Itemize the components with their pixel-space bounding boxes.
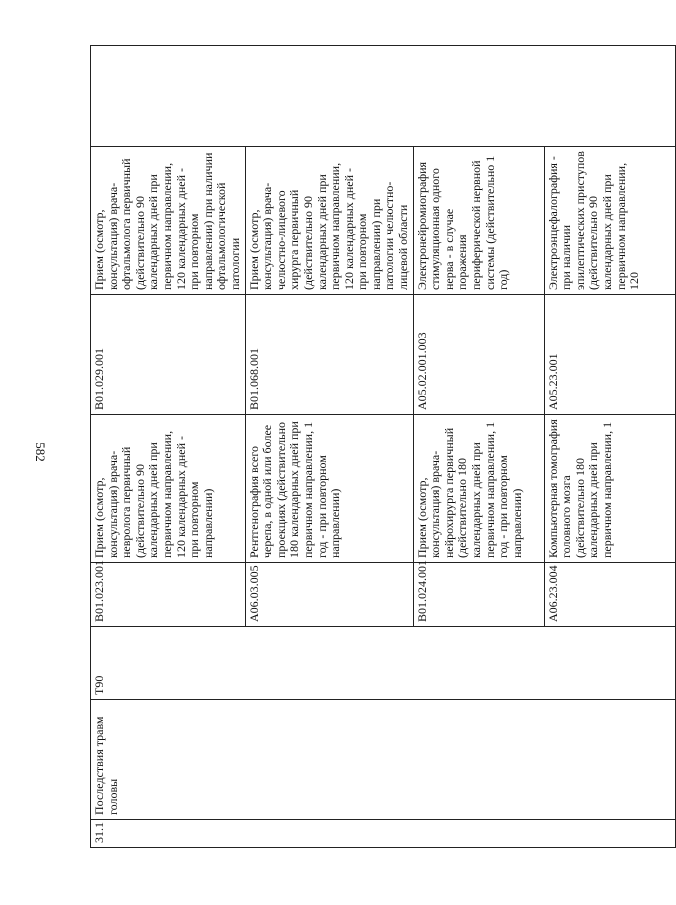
service-code-cell: A05.23.001 [544, 295, 675, 415]
service-code-cell: B01.029.001 [91, 295, 246, 415]
service-code-cell: A06.23.004 [544, 563, 675, 627]
service-description-cell: Прием (осмотр, консультация) врача-невролога первичный (действительно 90 календарных дней при первичном направлении, 120 календарных дней - при повторном направлении) [91, 415, 246, 563]
icd-code-cell: T90 [91, 627, 676, 700]
service-code-cell: B01.024.001 [413, 563, 544, 627]
page-number: 582 [33, 442, 48, 462]
condition-cell: Последствия травм головы [91, 700, 676, 820]
service-description-cell: Прием (осмотр, консультация) врача-нейрохирурга первичный (действительно 180 календарных дней при первичном направлении, 1 год - при повторном направлении) [413, 415, 544, 563]
service-code-cell: A06.03.005 [245, 563, 413, 627]
services-table [90, 45, 676, 848]
service-description-cell: Прием (осмотр, консультация) врача-офтальмолога первичный (действительно 90 календарных дней при первичном направлении, 120 календарных дней - при повторном направлении) при наличии офтальмологической патологии [91, 147, 246, 295]
table-row [91, 46, 246, 848]
service-description-cell: Компьютерная томография головного мозга (действительно 180 календарных дней при первичном направлении, 1 [544, 415, 675, 563]
section-number-cell: 31.1 [91, 820, 676, 848]
service-code-cell: B01.068.001 [245, 295, 413, 415]
rotated-table-container [90, 46, 642, 848]
service-description-cell: Электронейромиография стимуляционная одного нерва - в случае поражения периферической нервной системы (действительно 1 год) [413, 147, 544, 295]
service-code-cell: B01.023.001 [91, 563, 246, 627]
empty-column-cell [91, 46, 676, 147]
service-description-cell: Рентгенография всего черепа, в одной или более проекциях (действительно 180 календарных дней при первичном направлении, 1 год - при повторном направлении) [245, 415, 413, 563]
service-description-cell: Электроэнцефалография - при наличии эпилептических приступов (действительно 90 календарных дней при первичном направлении, 120 [544, 147, 675, 295]
service-code-cell: A05.02.001.003 [413, 295, 544, 415]
service-description-cell: Прием (осмотр, консультация) врача-челюстно-лицевого хирурга первичный (действительно 90 календарных дней при первичном направлении, 120 календарных дней - при повторном направлении) при патологии челюстно-лицевой области [245, 147, 413, 295]
